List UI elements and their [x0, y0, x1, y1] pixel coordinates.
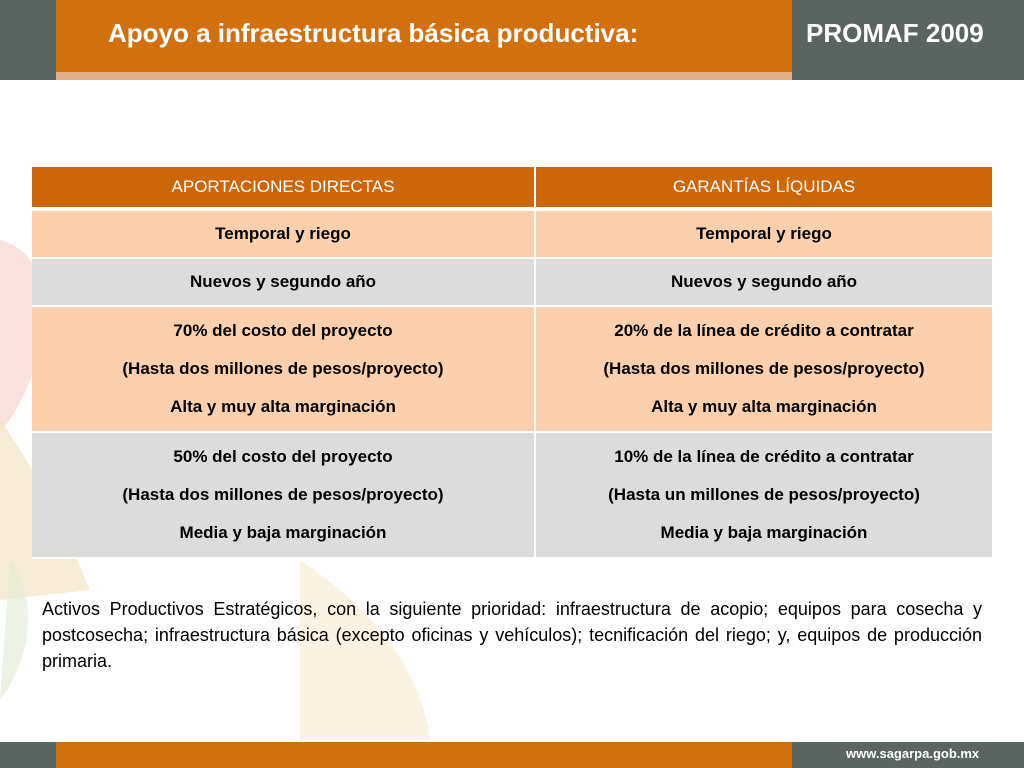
table-row — [32, 307, 992, 433]
column-header: GARANTÍAS LÍQUIDAS — [536, 167, 992, 211]
cell-line: Temporal y riego — [696, 224, 832, 243]
cell-line: (Hasta un millones de pesos/proyecto) — [608, 485, 920, 504]
table-cell — [536, 259, 992, 307]
header-left-block — [0, 0, 56, 80]
table-cell — [536, 307, 992, 433]
cell-line: Alta y muy alta marginación — [170, 397, 396, 416]
support-table — [32, 167, 992, 559]
table-row — [32, 259, 992, 307]
table-cell — [32, 259, 536, 307]
footer-bar — [56, 742, 792, 768]
website-url: www.sagarpa.gob.mx — [846, 746, 980, 761]
cell-line: (Hasta dos millones de pesos/proyecto) — [122, 359, 444, 378]
column-header: APORTACIONES DIRECTAS — [32, 167, 536, 211]
program-label: PROMAF 2009 — [806, 18, 984, 48]
footer-left-block — [0, 742, 56, 768]
table-cell — [536, 211, 992, 259]
cell-line: (Hasta dos millones de pesos/proyecto) — [603, 359, 925, 378]
header-accent-strip — [56, 72, 792, 80]
cell-line: Nuevos y segundo año — [189, 272, 377, 291]
table-cell — [32, 307, 536, 433]
description-paragraph: Activos Productivos Estratégicos, con la siguiente prioridad: infraestructura de acopio; equipos para cosecha y postcosecha; infraestructura básica (excepto oficinas y vehículos); tecnificación del riego; y, equipos de producción primaria. — [42, 599, 982, 671]
cell-line: Temporal y riego — [215, 224, 351, 243]
page-title: Apoyo a infraestructura básica productiva: — [108, 18, 639, 48]
table-row — [32, 211, 992, 259]
cell-line: Nuevos y segundo año — [670, 272, 858, 291]
cell-line: Media y baja marginación — [179, 523, 387, 542]
cell-line: 10% de la línea de crédito a contratar — [614, 447, 914, 466]
cell-line: 20% de la línea de crédito a contratar — [614, 321, 914, 340]
cell-line: 50% del costo del proyecto — [173, 447, 393, 466]
cell-line: 70% del costo del proyecto — [173, 321, 393, 340]
cell-line: (Hasta dos millones de pesos/proyecto) — [122, 485, 444, 504]
table-cell — [536, 433, 992, 559]
table-cell — [32, 433, 536, 559]
table-row — [32, 433, 992, 559]
table-cell — [32, 211, 536, 259]
table-header-row — [32, 167, 992, 211]
cell-line: Alta y muy alta marginación — [651, 397, 877, 416]
cell-line: Media y baja marginación — [660, 523, 868, 542]
